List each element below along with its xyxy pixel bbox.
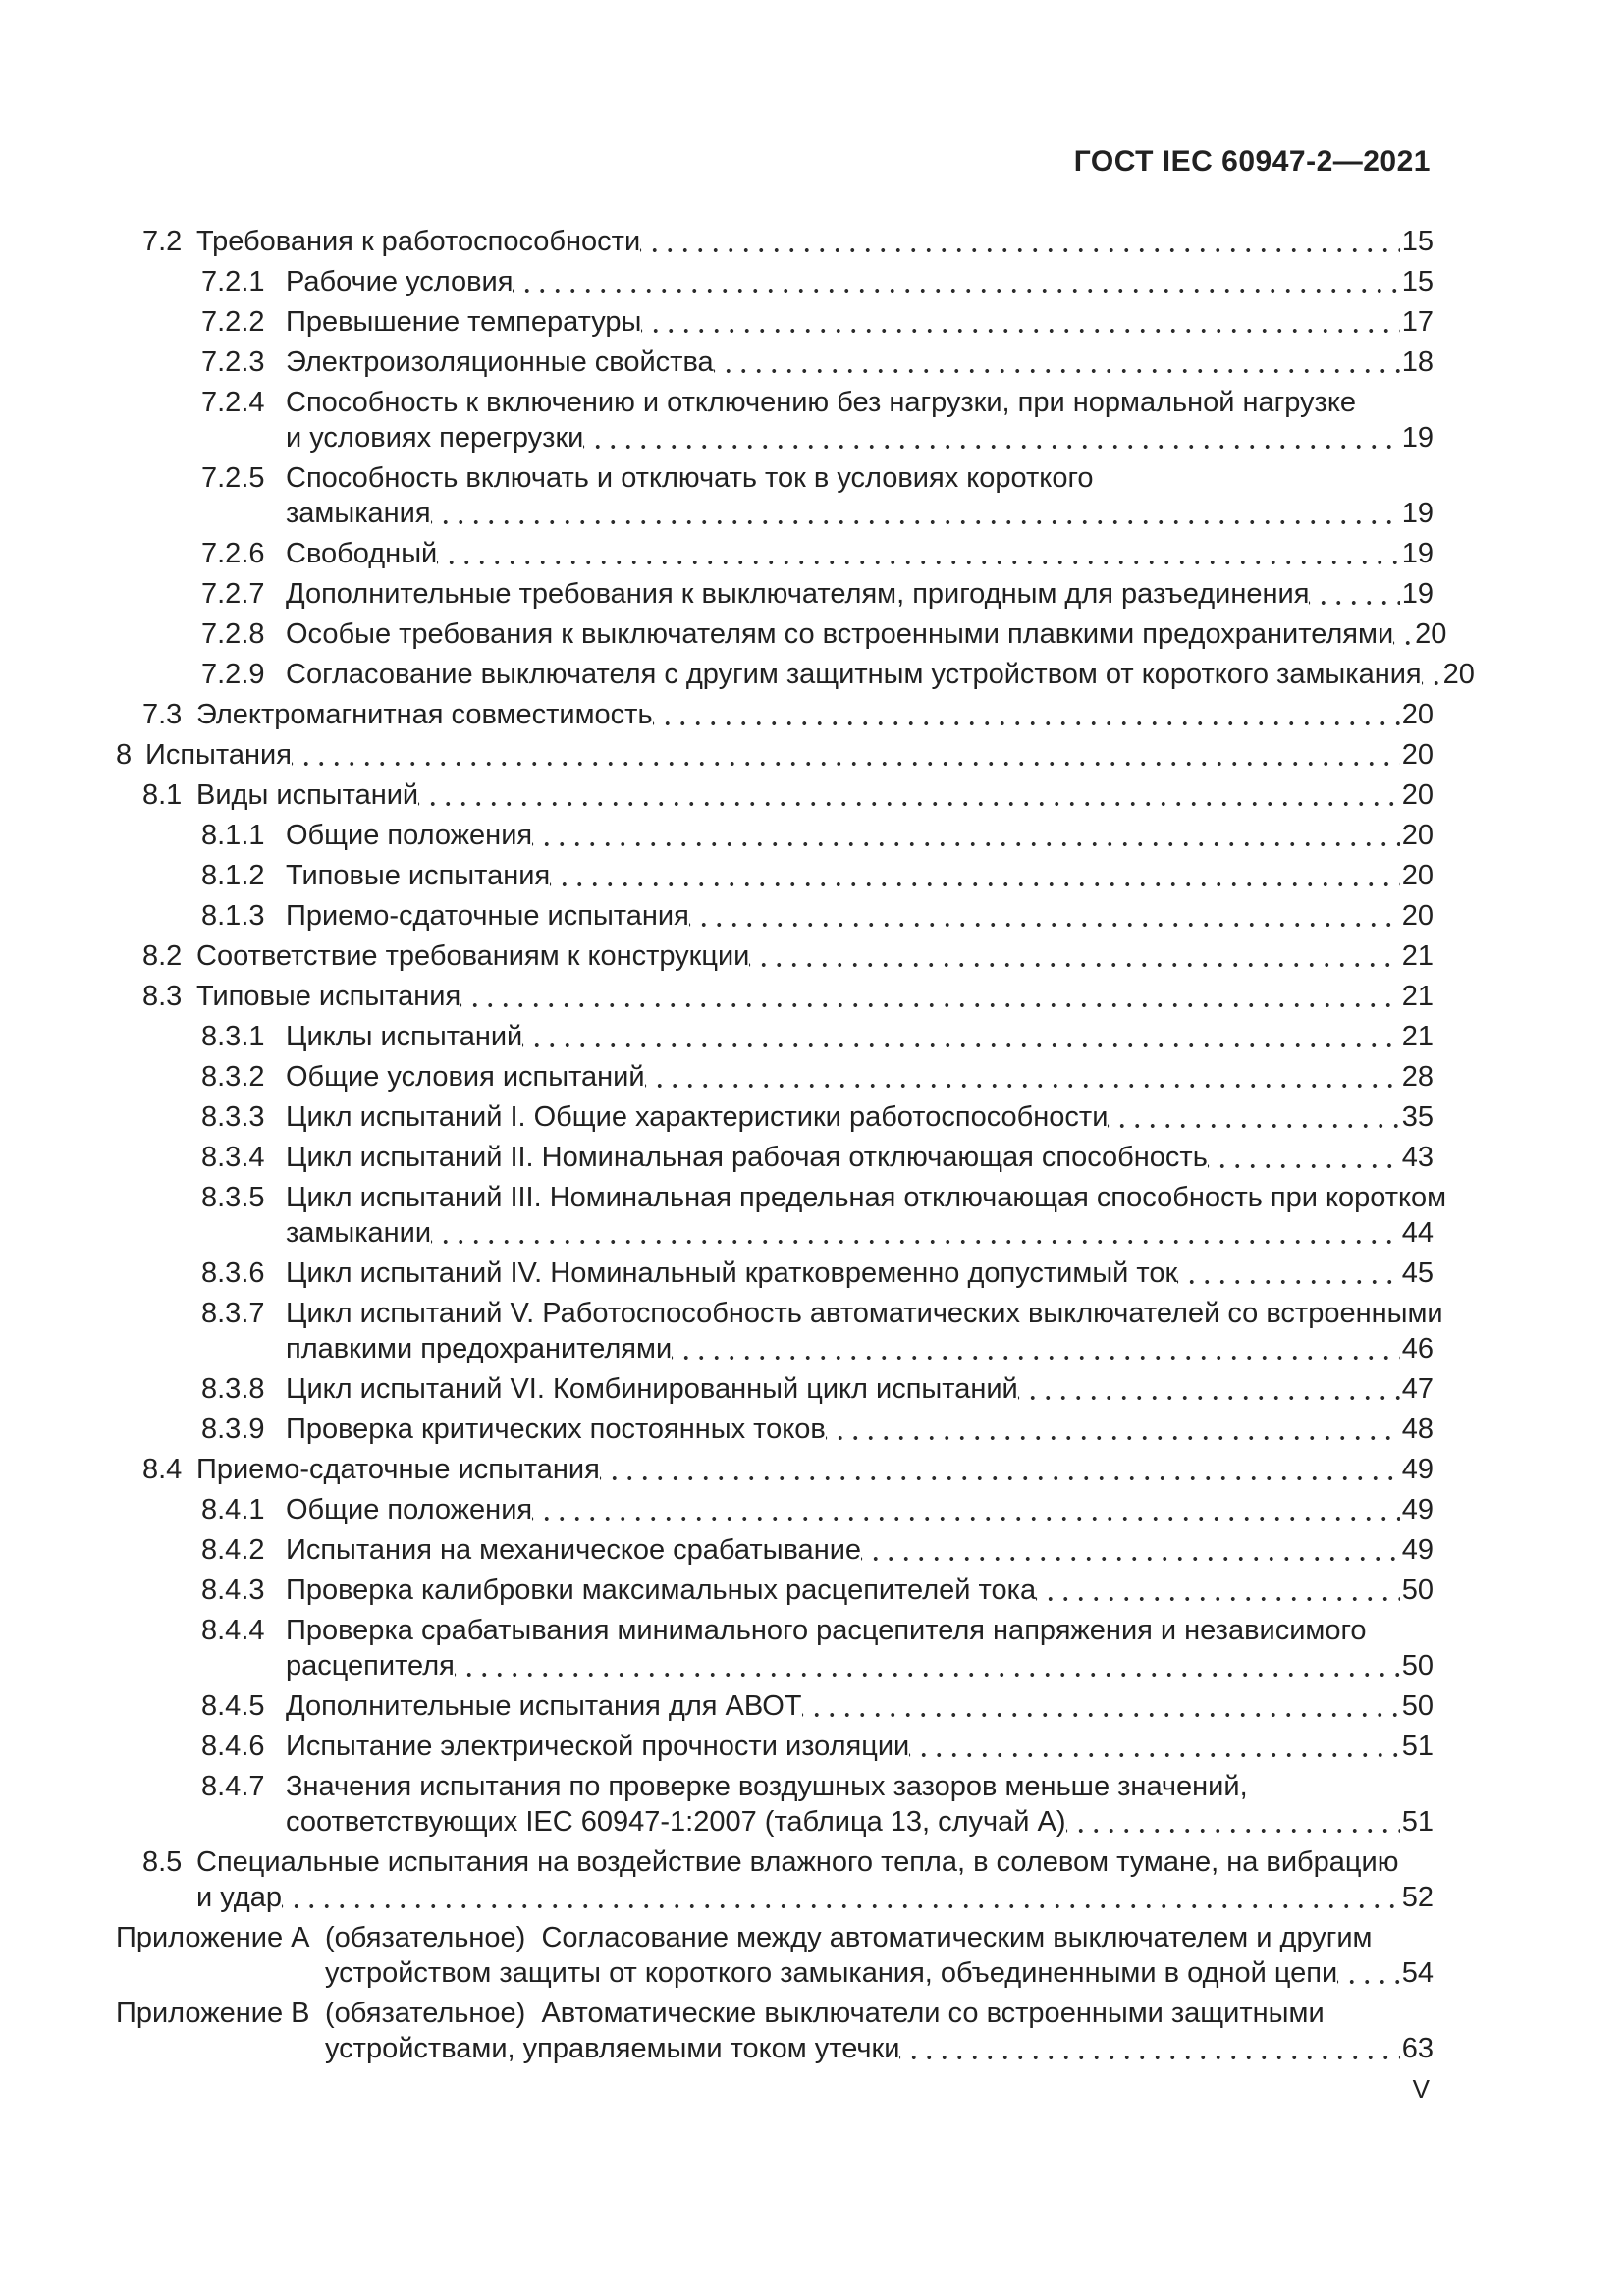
dot-leader [1036,1573,1400,1608]
page-ref: 20 [1401,820,1434,851]
section-number: 7.2.2 [201,306,265,338]
dot-leader [909,1729,1399,1764]
dot-leader [1066,1804,1400,1840]
dot-leader [645,1059,1400,1095]
section-number: 8.4.7 [201,1771,265,1802]
page-ref: 19 [1401,578,1434,610]
toc-entry [0,224,1434,259]
dot-leader [437,536,1400,571]
dot-leader [640,224,1400,259]
dot-leader [672,1331,1400,1366]
section-number: 8.2 [142,940,183,972]
toc-entry [0,1099,1434,1135]
toc-line [0,496,1434,531]
entry-title: Свободный [286,538,438,569]
dot-leader [1309,576,1399,612]
toc-line [0,224,1434,259]
entry-title: Приемо-сдаточные испытания [196,1454,600,1485]
toc-line [0,1880,1434,1915]
dot-leader [1177,1255,1400,1291]
section-number: 7.3 [142,699,183,730]
page-ref: 63 [1401,2033,1434,2064]
toc-entry [0,1769,1434,1840]
section-number: 8.1.1 [201,820,265,851]
entry-title: Дополнительные требования к выключателям, пригодным для разъединения [286,578,1310,610]
dot-leader [460,979,1400,1014]
page-ref: 51 [1401,1731,1434,1762]
toc-entry [0,264,1434,299]
page-ref: 15 [1401,226,1434,257]
dot-leader [431,496,1400,531]
toc-entry [0,1492,1434,1527]
dot-leader [418,777,1400,813]
dot-leader [292,737,1400,773]
dot-leader [689,898,1400,934]
page-ref: 20 [1442,659,1475,690]
section-number: 7.2.9 [201,659,265,690]
toc-line [0,1331,1434,1366]
dot-leader [714,345,1400,380]
entry-title: расцепителя [286,1650,455,1682]
entry-title: устройством защиты от короткого замыкания, объединенными в одной цепи [325,1957,1338,1989]
page-ref: 50 [1401,1690,1434,1722]
page-ref: 28 [1401,1061,1434,1093]
dot-leader [532,818,1400,853]
section-number: 7.2.8 [201,618,265,650]
dot-leader [1393,616,1413,652]
section-number: 7.2.4 [201,387,265,418]
section-number: 8.3.6 [201,1257,265,1289]
section-number: 8.3.5 [201,1182,265,1213]
entry-title: и условиях перегрузки [286,422,584,454]
dot-leader [1108,1099,1399,1135]
entry-title: Электромагнитная совместимость [196,699,653,730]
toc-entry [0,385,1434,455]
entry-title: Дополнительные испытания для АВОТ [286,1690,802,1722]
page-ref: 21 [1401,940,1434,972]
page-ref: 43 [1401,1142,1434,1173]
dot-leader [861,1532,1400,1568]
entry-title: (обязательное) Автоматические выключатели со встроенными защитными [325,1998,1325,2029]
dot-leader [826,1412,1400,1447]
toc-entry [0,1019,1434,1054]
entry-title: устройствами, управляемыми током утечки [325,2033,900,2064]
page-ref: 50 [1401,1650,1434,1682]
dot-leader [1208,1140,1400,1175]
section-number: 8.4.4 [201,1615,265,1646]
entry-title: соответствующих IEC 60947-1:2007 (таблица 13, случай А) [286,1806,1066,1838]
section-number: 8.3.7 [201,1298,265,1329]
entry-title: Специальные испытания на воздействие влажного тепла, в солевом тумане, на вибрацию [196,1846,1399,1878]
toc-entry [0,858,1434,893]
entry-title: Способность включать и отключать ток в условиях короткого [286,462,1094,494]
page-ref: 44 [1401,1217,1434,1249]
toc-entry [0,460,1434,531]
section-number: 8.3.9 [201,1414,265,1445]
page-ref: 52 [1401,1882,1434,1913]
entry-title: Цикл испытаний I. Общие характеристики работоспособности [286,1101,1109,1133]
dot-leader [802,1688,1400,1724]
toc-entry [0,1920,1434,1991]
page-ref: 51 [1401,1806,1434,1838]
entry-title: Приемо-сдаточные испытания [286,900,689,932]
toc-line [0,697,1434,732]
folio-page-number: V [1412,2074,1430,2104]
toc-entry [0,616,1447,652]
dot-leader [1422,657,1441,692]
entry-title: Цикл испытаний V. Работоспособность автоматических выключателей со встроенными [286,1298,1443,1329]
section-number: 7.2.6 [201,538,265,569]
entry-title: замыкании [286,1217,432,1249]
page-ref: 19 [1401,538,1434,569]
entry-title: Проверка калибровки максимальных расцепителей тока [286,1575,1037,1606]
toc-entry [0,536,1434,571]
entry-title: Проверка срабатывания минимального расцепителя напряжения и независимого [286,1615,1367,1646]
dot-leader [1018,1371,1400,1407]
page-ref: 15 [1401,266,1434,297]
entry-title: Цикл испытаний IV. Номинальный кратковременно допустимый ток [286,1257,1178,1289]
toc-entry [0,938,1434,974]
entry-title: замыкания [286,498,431,529]
toc-line [0,1648,1434,1683]
toc-entry [0,1532,1434,1568]
section-number: 7.2 [142,226,183,257]
page-ref: 19 [1401,422,1434,454]
toc-entry [0,1255,1434,1291]
page-ref: 21 [1401,1021,1434,1052]
entry-title: Соответствие требованиям к конструкции [196,940,750,972]
entry-title: Виды испытаний [196,779,419,811]
dot-leader [455,1648,1400,1683]
dot-leader [583,420,1399,455]
entry-title: Рабочие условия [286,266,514,297]
dot-leader [641,304,1399,340]
page-ref: 20 [1401,779,1434,811]
page-ref: 49 [1401,1494,1434,1525]
entry-title: Проверка критических постоянных токов [286,1414,826,1445]
entry-title: плавкими предохранителями [286,1333,673,1364]
toc-entry [0,1844,1434,1915]
section-number: 8.5 [142,1846,183,1878]
toc-entry [0,777,1434,813]
section-number: 8.3.1 [201,1021,265,1052]
toc-line [0,1955,1434,1991]
toc-line [0,1215,1434,1251]
section-number: 8.1 [142,779,183,811]
entry-title: Согласование выключателя с другим защитным устройством от короткого замыкания [286,659,1422,690]
entry-title: Цикл испытаний III. Номинальная предельная отключающая способность при коротком [286,1182,1447,1213]
dot-leader [749,938,1399,974]
page-ref: 17 [1401,306,1434,338]
section-number: 8.4.6 [201,1731,265,1762]
page-ref: 35 [1401,1101,1434,1133]
toc-entry [0,1573,1434,1608]
entry-title: Общие условия испытаний [286,1061,645,1093]
toc-line [0,1804,1434,1840]
dot-leader [550,858,1400,893]
entry-title: Общие положения [286,1494,533,1525]
entry-title: Способность к включению и отключению без нагрузки, при нормальной нагрузке [286,387,1356,418]
section-number: 8.3.4 [201,1142,265,1173]
entry-title: Цикл испытаний II. Номинальная рабочая отключающая способность [286,1142,1208,1173]
dot-leader [600,1452,1400,1487]
toc-line [0,979,1434,1014]
entry-title: Типовые испытания [286,860,551,891]
page-ref: 45 [1401,1257,1434,1289]
dot-leader [653,697,1400,732]
toc-entry [0,1688,1434,1724]
toc-entry [0,304,1434,340]
page-ref: 49 [1401,1534,1434,1566]
entry-title: Требования к работоспособности [196,226,641,257]
entry-title: Испытания на механическое срабатывание [286,1534,862,1566]
page-ref: 49 [1401,1454,1434,1485]
toc [0,224,1475,2071]
page-ref: 54 [1401,1957,1434,1989]
page-ref: 19 [1401,498,1434,529]
section-number: Приложение А [116,1922,310,1953]
entry-title: Цикл испытаний VI. Комбинированный цикл испытаний [286,1373,1018,1405]
page-ref: 50 [1401,1575,1434,1606]
toc-line [0,420,1434,455]
toc-entry [0,1059,1434,1095]
toc-entry [0,345,1434,380]
page-ref: 18 [1401,347,1434,378]
toc-line [0,737,1434,773]
entry-title: Циклы испытаний [286,1021,523,1052]
toc-entry [0,1729,1434,1764]
page-ref: 20 [1401,860,1434,891]
section-number: 8.3 [142,981,183,1012]
entry-title: Электроизоляционные свойства [286,347,714,378]
dot-leader [532,1492,1400,1527]
section-number: 8.4.1 [201,1494,265,1525]
section-number: 8.3.2 [201,1061,265,1093]
dot-leader [431,1215,1400,1251]
page-ref: 48 [1401,1414,1434,1445]
toc-entry [0,1180,1447,1251]
section-number: 7.2.7 [201,578,265,610]
toc-entry [0,737,1434,773]
page-ref: 20 [1401,699,1434,730]
entry-title: Типовые испытания [196,981,461,1012]
toc-entry [0,979,1434,1014]
toc-entry [0,1996,1434,2066]
dot-leader [513,264,1399,299]
section-number: 8.3.3 [201,1101,265,1133]
page-ref: 20 [1415,618,1447,650]
dot-leader [522,1019,1400,1054]
dot-leader [899,2031,1399,2066]
entry-title: Общие положения [286,820,533,851]
section-number: 8.4 [142,1454,183,1485]
toc-entry [0,1412,1434,1447]
toc-entry [0,1371,1434,1407]
toc-line [0,1844,1434,1880]
section-number: 8.3.8 [201,1373,265,1405]
page-ref: 20 [1401,900,1434,932]
dot-leader [1337,1955,1400,1991]
toc-entry [0,576,1434,612]
toc-line [0,777,1434,813]
toc-entry [0,1613,1434,1683]
section-number: 8 [116,739,133,771]
section-number: 7.2.5 [201,462,265,494]
entry-title: (обязательное) Согласование между автоматическим выключателем и другим [325,1922,1373,1953]
entry-title: и удар [196,1882,282,1913]
entry-title: Испытания [145,739,292,771]
entry-title: Особые требования к выключателям со встроенными плавкими предохранителями [286,618,1394,650]
toc-entry [0,1452,1434,1487]
toc-entry [0,1140,1434,1175]
toc-line [0,938,1434,974]
section-number: Приложение В [116,1998,310,2029]
section-number: 8.1.2 [201,860,265,891]
toc-entry [0,898,1434,934]
entry-title: Испытание электрической прочности изоляции [286,1731,910,1762]
entry-title: Превышение температуры [286,306,642,338]
page-ref: 46 [1401,1333,1434,1364]
document-code-header: ГОСТ IEC 60947-2—2021 [1073,145,1431,178]
section-number: 7.2.1 [201,266,265,297]
section-number: 8.4.5 [201,1690,265,1722]
section-number: 7.2.3 [201,347,265,378]
section-number: 8.4.2 [201,1534,265,1566]
toc-entry [0,1296,1443,1366]
page-ref: 47 [1401,1373,1434,1405]
entry-title: Значения испытания по проверке воздушных зазоров меньше значений, [286,1771,1248,1802]
toc-entry [0,657,1475,692]
section-number: 8.4.3 [201,1575,265,1606]
section-number: 8.1.3 [201,900,265,932]
toc-entry [0,818,1434,853]
page-ref: 21 [1401,981,1434,1012]
page-ref: 20 [1401,739,1434,771]
toc-line [0,1452,1434,1487]
toc-line [0,2031,1434,2066]
toc-entry [0,697,1434,732]
dot-leader [282,1880,1400,1915]
